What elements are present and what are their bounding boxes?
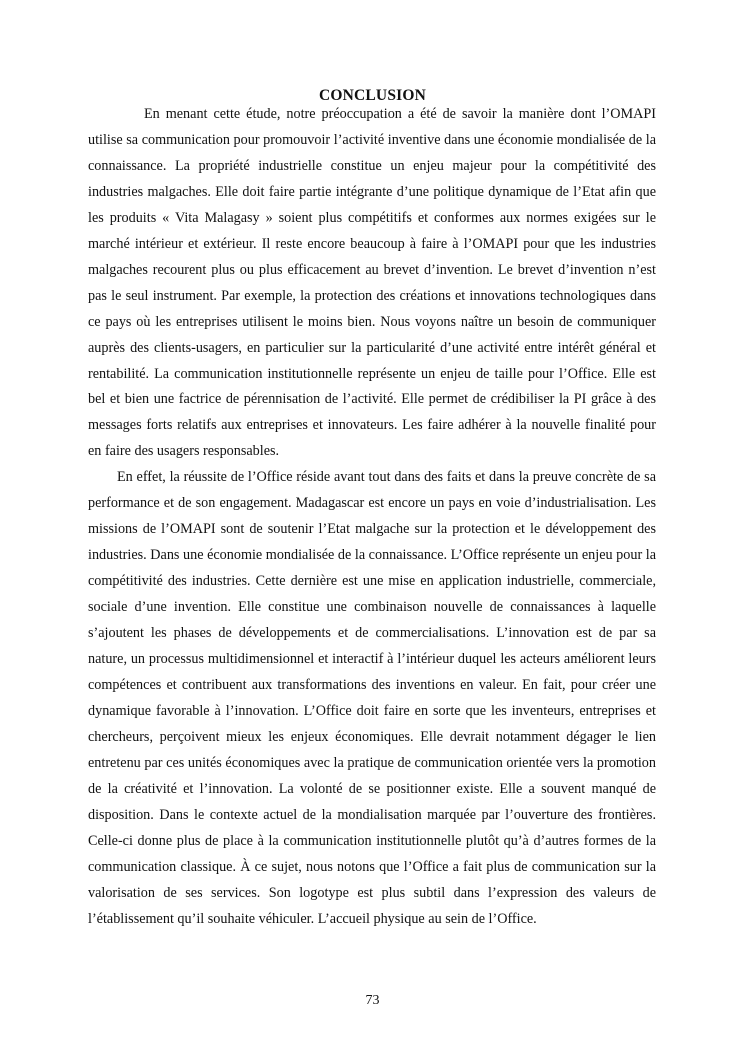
body-text [88, 102, 656, 933]
paragraph-2: En effet, la réussite de l’Office réside avant tout dans des faits et dans la preuve concrète de sa performance et de son engagement. Madagascar est encore un pays en voie d’industrialisation. Les missions de l’OMAPI sont de soutenir l’Etat malgache sur la protection et le développement des industries. Dans une économie mondialisée de la connaissance. L’Office représente un enjeu pour la compétitivité des industries. Cette dernière est une mise en application industrielle, commerciale, sociale d’une invention. Elle constitue une combinaison nouvelle de connaissances à laquelle s’ajoutent les phases de développements et de commercialisations. L’innovation est de par sa nature, un processus multidimensionnel et interactif à l’intérieur duquel les acteurs améliorent leurs compétences et contribuent aux transformations des inventions en valeur. En fait, pour créer une dynamique favorable à l’innovation. L’Office doit faire en sorte que les inventeurs, entreprises et chercheurs, perçoivent mieux les enjeux économiques. Elle devrait notamment dégager le lien entretenu par ces unités économiques avec la pratique de communication orientée vers la promotion de la créativité et l’innovation. La volonté de se positionner existe. Elle a souvent manqué de disposition. Dans le contexte actuel de la mondialisation marquée par l’ouverture des frontières. Celle-ci donne plus de place à la communication institutionnelle plutôt qu’à d’autres formes de la communication classique. À ce sujet, nous notons que l’Office a fait plus de communication sur la valorisation de ses services. Son logotype est plus subtil dans l’expression des valeurs de l’établissement qu’il souhaite véhiculer. L’accueil physique au sein de l’Office. [88, 469, 656, 927]
page-number: 73 [365, 993, 380, 1008]
page-title: CONCLUSION [318, 87, 427, 105]
paragraph-1: En menant cette étude, notre préoccupation a été de savoir la manière dont l’OMAPI utilise sa communication pour promouvoir l’activité inventive dans une économie mondialisée de la connaissance. La propriété industrielle constitue un enjeu majeur pour la compétitivité des industries malgaches. Elle doit faire partie intégrante d’une politique dynamique de l’Etat afin que les produits « Vita Malagasy » soient plus compétitifs et conformes aux normes exigées sur le marché intérieur et extérieur. Il reste encore beaucoup à faire à l’OMAPI pour que les industries malgaches recourent plus ou plus efficacement au brevet d’invention. Le brevet d’invention n’est pas le seul instrument. Par exemple, la protection des créations et innovations technologiques dans ce pays où les entreprises utilisent le moins bien. Nous voyons naître un besoin de communiquer auprès des clients-usagers, en particulier sur la particularité d’une activité entre intérêt général et rentabilité. La communication institutionnelle représente un enjeu de taille pour l’Office. Elle est bel et bien une factrice de pérennisation de l’activité. Elle permet de crédibiliser la PI grâce à des messages forts relatifs aux entreprises et innovateurs. Les faire adhérer à la nouvelle finalité pour en faire des usagers responsables. [88, 106, 656, 460]
